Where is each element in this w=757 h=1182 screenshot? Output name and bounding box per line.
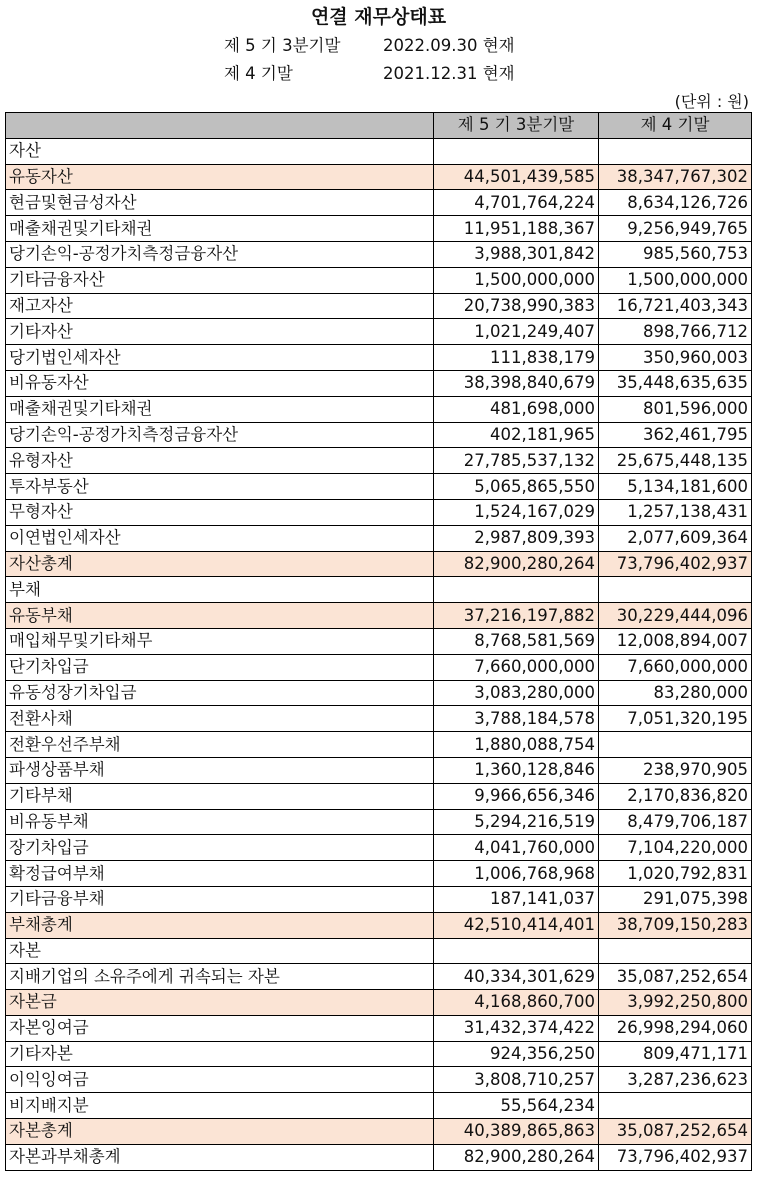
row-prior-value: 9,256,949,765 [599,216,752,242]
table-row [6,164,752,190]
row-prior-value: 35,087,252,654 [599,964,752,990]
row-current-value: 27,785,537,132 [434,448,599,474]
row-label: 무형자산 [6,499,434,525]
row-current-value: 38,398,840,679 [434,370,599,396]
row-label: 기타금융부채 [6,886,434,912]
row-label: 기타자본 [6,1041,434,1067]
row-prior-value: 1,500,000,000 [599,267,752,293]
table-row [6,732,752,758]
row-current-value: 2,987,809,393 [434,525,599,551]
row-label: 기타부채 [6,783,434,809]
table-row [6,680,752,706]
header-account [6,113,434,139]
table-row [6,422,752,448]
row-current-value: 1,500,000,000 [434,267,599,293]
row-current-value: 5,294,216,519 [434,809,599,835]
table-row [6,1119,752,1145]
row-current-value: 5,065,865,550 [434,474,599,500]
table-row [6,603,752,629]
balance-sheet-table [5,112,752,1171]
row-prior-value: 38,347,767,302 [599,164,752,190]
row-label: 지배기업의 소유주에게 귀속되는 자본 [6,964,434,990]
row-prior-value: 16,721,403,343 [599,293,752,319]
row-prior-value: 83,280,000 [599,680,752,706]
row-prior-value: 362,461,795 [599,422,752,448]
row-current-value: 55,564,234 [434,1093,599,1119]
table-row [6,216,752,242]
row-current-value: 3,083,280,000 [434,680,599,706]
row-current-value: 4,701,764,224 [434,190,599,216]
row-prior-value: 1,020,792,831 [599,861,752,887]
row-label: 자산 [6,138,434,164]
row-prior-value [599,732,752,758]
row-label: 유형자산 [6,448,434,474]
row-prior-value: 8,634,126,726 [599,190,752,216]
row-prior-value: 291,075,398 [599,886,752,912]
unit-note: (단위 : 원) [674,92,749,111]
row-current-value: 3,988,301,842 [434,241,599,267]
row-current-value: 40,334,301,629 [434,964,599,990]
row-prior-value: 898,766,712 [599,319,752,345]
row-label: 자본총계 [6,1119,434,1145]
row-label: 부채 [6,577,434,603]
row-current-value: 111,838,179 [434,345,599,371]
table-row [6,861,752,887]
table-header-row [6,113,752,139]
row-label: 비지배지분 [6,1093,434,1119]
row-prior-value: 26,998,294,060 [599,1015,752,1041]
row-label: 비유동자산 [6,370,434,396]
row-label: 이익잉여금 [6,1067,434,1093]
row-prior-value: 801,596,000 [599,396,752,422]
row-prior-value: 38,709,150,283 [599,912,752,938]
row-label: 기타자산 [6,319,434,345]
row-label: 유동성장기차입금 [6,680,434,706]
row-label: 자본잉여금 [6,1015,434,1041]
row-current-value: 9,966,656,346 [434,783,599,809]
row-current-value: 8,768,581,569 [434,628,599,654]
row-label: 투자부동산 [6,474,434,500]
period-prior-date: 2021.12.31 현재 [383,64,515,83]
row-current-value: 3,788,184,578 [434,706,599,732]
table-row [6,370,752,396]
row-label: 전환우선주부채 [6,732,434,758]
table-row [6,783,752,809]
table-row [6,448,752,474]
row-prior-value: 3,287,236,623 [599,1067,752,1093]
row-prior-value: 985,560,753 [599,241,752,267]
row-current-value: 1,880,088,754 [434,732,599,758]
row-label: 매출채권및기타채권 [6,396,434,422]
row-current-value: 1,360,128,846 [434,757,599,783]
row-current-value [434,938,599,964]
table-row [6,628,752,654]
row-label: 유동자산 [6,164,434,190]
row-current-value: 1,006,768,968 [434,861,599,887]
period-current-date: 2022.09.30 현재 [383,36,515,55]
row-current-value: 3,808,710,257 [434,1067,599,1093]
row-current-value: 31,432,374,422 [434,1015,599,1041]
row-prior-value: 2,170,836,820 [599,783,752,809]
table-row [6,886,752,912]
row-prior-value: 238,970,905 [599,757,752,783]
row-label: 자본 [6,938,434,964]
row-prior-value: 30,229,444,096 [599,603,752,629]
table-row [6,241,752,267]
row-label: 전환사채 [6,706,434,732]
table-row [6,757,752,783]
table-row [6,319,752,345]
row-current-value: 20,738,990,383 [434,293,599,319]
row-label: 기타금융자산 [6,267,434,293]
table-row [6,809,752,835]
table-row [6,1015,752,1041]
row-prior-value: 73,796,402,937 [599,1144,752,1170]
row-label: 자본과부채총계 [6,1144,434,1170]
table-row [6,1041,752,1067]
row-current-value: 4,168,860,700 [434,990,599,1016]
row-label: 파생상품부채 [6,757,434,783]
row-label: 당기손익-공정가치측정금융자산 [6,422,434,448]
table-row [6,345,752,371]
table-row [6,835,752,861]
header-current-period: 제 5 기 3분기말 [434,113,599,139]
table-row [6,474,752,500]
row-current-value: 11,951,188,367 [434,216,599,242]
row-current-value: 40,389,865,863 [434,1119,599,1145]
row-current-value: 481,698,000 [434,396,599,422]
row-current-value: 4,041,760,000 [434,835,599,861]
row-prior-value: 2,077,609,364 [599,525,752,551]
row-current-value: 44,501,439,585 [434,164,599,190]
row-current-value: 42,510,414,401 [434,912,599,938]
row-current-value: 1,524,167,029 [434,499,599,525]
row-prior-value [599,577,752,603]
table-row [6,654,752,680]
row-current-value: 7,660,000,000 [434,654,599,680]
period-current-label: 제 5 기 3분기말 [224,36,341,55]
row-current-value: 187,141,037 [434,886,599,912]
table-row [6,577,752,603]
table-row [6,190,752,216]
row-prior-value: 3,992,250,800 [599,990,752,1016]
row-prior-value: 7,051,320,195 [599,706,752,732]
table-row [6,138,752,164]
table-row [6,525,752,551]
row-label: 현금및현금성자산 [6,190,434,216]
table-row [6,551,752,577]
table-row [6,1093,752,1119]
row-prior-value: 8,479,706,187 [599,809,752,835]
row-prior-value: 7,104,220,000 [599,835,752,861]
row-prior-value: 73,796,402,937 [599,551,752,577]
row-current-value: 924,356,250 [434,1041,599,1067]
table-row [6,293,752,319]
row-label: 자산총계 [6,551,434,577]
row-label: 확정급여부채 [6,861,434,887]
row-prior-value: 35,448,635,635 [599,370,752,396]
row-current-value: 82,900,280,264 [434,1144,599,1170]
table-row [6,964,752,990]
row-current-value [434,138,599,164]
row-label: 매출채권및기타채권 [6,216,434,242]
row-prior-value: 1,257,138,431 [599,499,752,525]
row-current-value: 82,900,280,264 [434,551,599,577]
row-current-value [434,577,599,603]
header-prior-period: 제 4 기말 [599,113,752,139]
row-current-value: 1,021,249,407 [434,319,599,345]
row-label: 당기손익-공정가치측정금융자산 [6,241,434,267]
row-label: 부채총계 [6,912,434,938]
row-prior-value: 350,960,003 [599,345,752,371]
table-row [6,499,752,525]
period-prior-label: 제 4 기말 [224,64,293,83]
row-label: 단기차입금 [6,654,434,680]
row-label: 이연법인세자산 [6,525,434,551]
table-row [6,396,752,422]
row-label: 유동부채 [6,603,434,629]
row-prior-value: 5,134,181,600 [599,474,752,500]
row-prior-value [599,1093,752,1119]
table-row [6,912,752,938]
row-label: 매입채무및기타채무 [6,628,434,654]
row-current-value: 37,216,197,882 [434,603,599,629]
row-prior-value [599,938,752,964]
row-prior-value [599,138,752,164]
table-row [6,267,752,293]
row-label: 당기법인세자산 [6,345,434,371]
row-prior-value: 12,008,894,007 [599,628,752,654]
row-prior-value: 25,675,448,135 [599,448,752,474]
row-label: 재고자산 [6,293,434,319]
table-row [6,938,752,964]
row-prior-value: 7,660,000,000 [599,654,752,680]
table-row [6,1144,752,1170]
row-label: 비유동부채 [6,809,434,835]
row-label: 자본금 [6,990,434,1016]
table-row [6,1067,752,1093]
row-current-value: 402,181,965 [434,422,599,448]
row-prior-value: 35,087,252,654 [599,1119,752,1145]
row-label: 장기차입금 [6,835,434,861]
statement-title: 연결 재무상태표 [310,6,447,28]
table-row [6,706,752,732]
row-prior-value: 809,471,171 [599,1041,752,1067]
table-row [6,990,752,1016]
